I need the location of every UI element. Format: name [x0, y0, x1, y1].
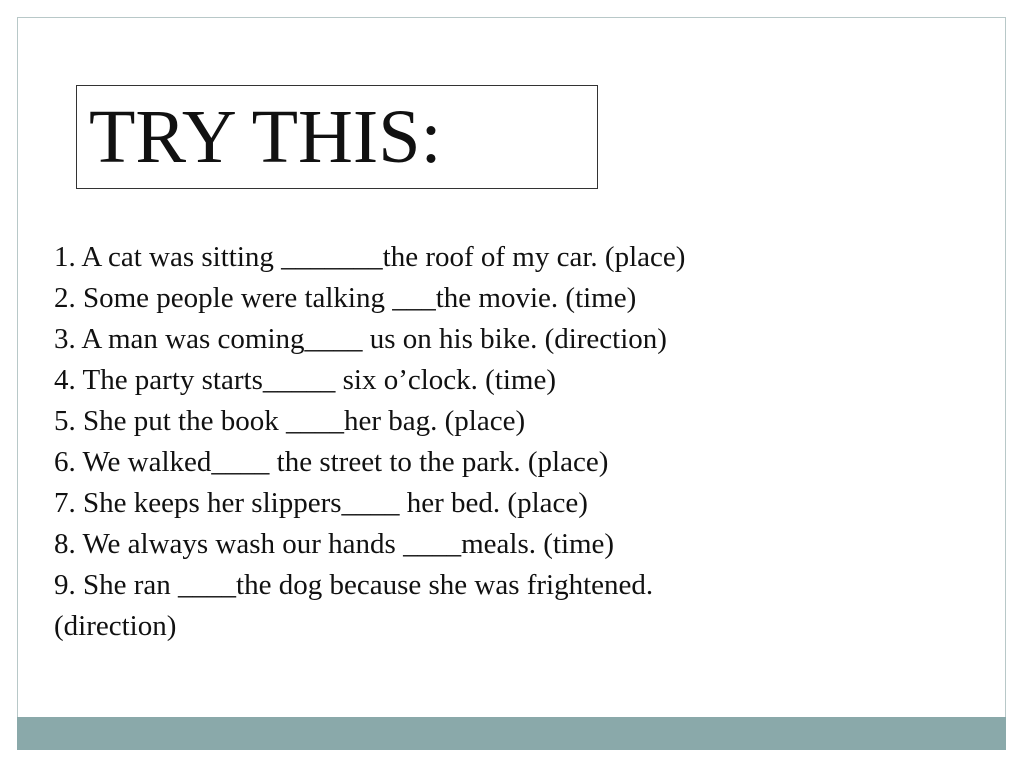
exercise-line: 4. The party starts_____ six o’clock. (time) [54, 364, 557, 396]
exercise-line: 1. A cat was sitting _______the roof of my car. (place) [54, 241, 686, 273]
slide-title: TRY THIS: [89, 95, 442, 179]
exercise-line: 2. Some people were talking ___the movie. (time) [54, 282, 637, 314]
exercise-line: 7. She keeps her slippers____ her bed. (place) [54, 487, 588, 519]
exercise-line: 5. She put the book ____her bag. (place) [54, 405, 526, 437]
exercise-line: (direction) [54, 610, 177, 642]
title-box [76, 85, 598, 189]
footer-bar [17, 717, 1006, 750]
exercise-line: 8. We always wash our hands ____meals. (time) [54, 528, 615, 560]
exercise-line: 6. We walked____ the street to the park. (place) [54, 446, 609, 478]
exercise-line: 9. She ran ____the dog because she was frightened. [54, 569, 654, 601]
exercise-list [54, 237, 954, 647]
exercise-line: 3. A man was coming____ us on his bike. (direction) [54, 323, 667, 355]
